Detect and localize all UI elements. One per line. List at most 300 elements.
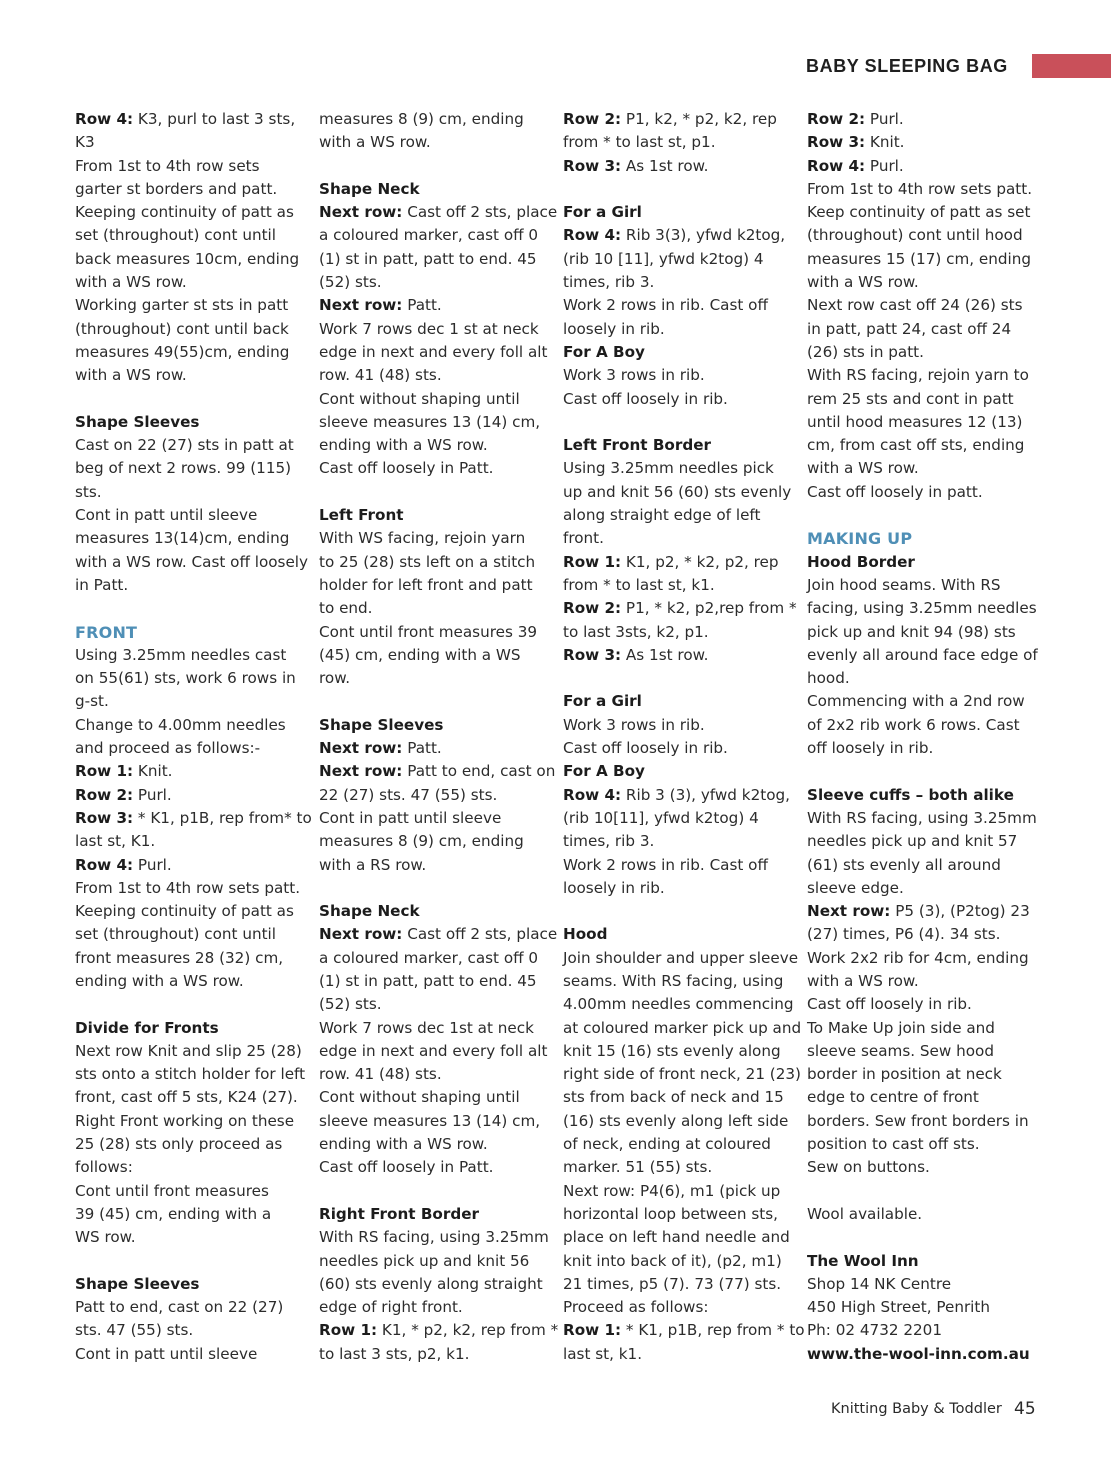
text-line [319, 551, 547, 574]
bold-label: Row 3: [563, 645, 622, 664]
text-line [75, 457, 303, 480]
line-text: with a RS row. [319, 855, 427, 874]
text-line [807, 621, 1035, 644]
text-line [75, 504, 303, 527]
line-text: K1, * p2, k2, rep from * [377, 1321, 559, 1340]
line-text: Ph: 02 4732 2201 [807, 1321, 943, 1340]
text-line [75, 294, 303, 317]
line-text: Next row Knit and slip 25 (28) [75, 1041, 302, 1060]
text-line [807, 667, 1035, 690]
text-line [75, 877, 303, 900]
bold-label: Hood Border [807, 552, 915, 571]
line-text: sleeve measures 13 (14) cm, [319, 412, 541, 431]
text-line [807, 574, 1035, 597]
text-line [807, 1296, 1035, 1319]
text-line [75, 1110, 303, 1133]
text-line [75, 1063, 306, 1086]
line-text: row. 41 (48) sts. [319, 366, 442, 385]
line-text: edge to centre of front [807, 1088, 979, 1107]
line-text: Cont until front measures [75, 1181, 269, 1200]
text-line [563, 1343, 791, 1366]
text-line [807, 294, 1035, 317]
line-text: Work 2 rows in rib. Cast off [563, 855, 768, 874]
line-text: Cast off loosely in Patt. [319, 459, 494, 478]
line-text: Cont without shaping until [319, 1088, 520, 1107]
text-line [319, 201, 558, 224]
line-text: edge in next and every foll alt [319, 342, 548, 361]
text-line [807, 923, 1035, 946]
text-line [807, 714, 1035, 737]
bold-label: Sleeve cuffs – both alike [807, 785, 1014, 804]
line-text: seams. With RS facing, using [563, 971, 784, 990]
line-text: rem 25 sts and cont in patt [807, 389, 1014, 408]
line-text: with a WS row. [75, 366, 187, 385]
text-line [319, 388, 547, 411]
text-line [319, 1156, 547, 1179]
text-line [807, 807, 1035, 830]
line-text: Keep continuity of patt as set [807, 203, 1031, 222]
text-line [563, 1180, 791, 1203]
text-column-3 [563, 108, 805, 1366]
text-line [75, 947, 303, 970]
line-text: facing, using 3.25mm needles [807, 599, 1037, 618]
line-text: edge of right front. [319, 1298, 463, 1317]
line-text: 25 (28) sts only proceed as [75, 1135, 283, 1154]
line-text: (1) st in patt, patt to end. 45 [319, 971, 537, 990]
line-text: garter st borders and patt. [75, 179, 278, 198]
text-line [75, 434, 303, 457]
text-line [319, 1203, 547, 1226]
text-line [75, 481, 303, 504]
line-text: (throughout) cont until back [75, 319, 289, 338]
text-line [75, 1180, 303, 1203]
line-text: Cast off loosely in rib. [563, 739, 728, 758]
line-text: To Make Up join side and [807, 1018, 995, 1037]
text-column-2 [319, 108, 559, 1366]
text-line [75, 970, 303, 993]
text-line [319, 1063, 547, 1086]
bold-label: Shape Sleeves [319, 715, 444, 734]
spacer [807, 760, 1035, 783]
line-text: front, cast off 5 sts, K24 (27). [75, 1088, 298, 1107]
line-text: along straight edge of left [563, 506, 761, 525]
text-line [75, 201, 303, 224]
line-text: back measures 10cm, ending [75, 249, 300, 268]
line-text: to last 3sts, k2, p1. [563, 622, 709, 641]
line-text: Wool available. [807, 1204, 923, 1223]
line-text: to last 3 sts, p2, k1. [319, 1344, 470, 1363]
text-line [563, 294, 791, 317]
text-line [75, 900, 303, 923]
line-text: evenly all around face edge of [807, 645, 1038, 664]
bold-label: Next row: [319, 203, 403, 222]
text-line [75, 1319, 303, 1342]
line-text: to 25 (28) sts left on a stitch [319, 552, 536, 571]
line-text: As 1st row. [621, 645, 709, 664]
line-text: From 1st to 4th row sets patt. [75, 878, 301, 897]
bold-label: Row 3: [807, 133, 866, 152]
line-text: marker. 51 (55) sts. [563, 1158, 713, 1177]
text-line [807, 1110, 1035, 1133]
line-text: measures 49(55)cm, ending [75, 342, 290, 361]
text-line [319, 784, 547, 807]
text-line [563, 1250, 791, 1273]
text-line [319, 714, 547, 737]
line-text: (throughout) cont until hood [807, 226, 1023, 245]
text-line [75, 1203, 303, 1226]
text-line [563, 527, 791, 550]
text-line [807, 318, 1035, 341]
bold-label: Right Front Border [319, 1204, 479, 1223]
bold-label: Shape Neck [319, 179, 420, 198]
bold-label: Row 4: [563, 785, 622, 804]
line-text: Cont in patt until sleeve [75, 1344, 258, 1363]
line-text: Patt to end, cast on 22 (27) [75, 1298, 284, 1317]
line-text: From 1st to 4th row sets patt. [807, 179, 1033, 198]
text-line [807, 341, 1035, 364]
spacer [319, 1180, 547, 1203]
line-text: (27) times, P6 (4). 34 sts. [807, 925, 1001, 944]
text-line [807, 155, 1035, 178]
text-line [807, 224, 1035, 247]
line-text: with a WS row. [807, 459, 919, 478]
bold-label: Shape Sleeves [75, 412, 200, 431]
text-line [563, 970, 791, 993]
line-text: (52) sts. [319, 995, 382, 1014]
line-text: loosely in rib. [563, 319, 665, 338]
text-line [75, 923, 303, 946]
text-line [807, 1273, 1035, 1296]
bold-label: Row 2: [563, 110, 622, 128]
line-text: a coloured marker, cast off 0 [319, 226, 539, 245]
text-line [319, 504, 547, 527]
text-line [319, 364, 547, 387]
line-text: Work 3 rows in rib. [563, 715, 705, 734]
bold-label: Row 4: [75, 855, 134, 874]
text-line [563, 1156, 791, 1179]
line-text: P5 (3), (P2tog) 23 [890, 902, 1030, 921]
line-text: needles pick up and knit 56 [319, 1251, 530, 1270]
line-text: sts. 47 (55) sts. [75, 1321, 194, 1340]
text-line [563, 201, 791, 224]
line-text: of neck, ending at coloured [563, 1135, 771, 1154]
bold-label: Left Front Border [563, 436, 711, 455]
line-text: beg of next 2 rows. 99 (115) [75, 459, 292, 478]
text-line [563, 1203, 791, 1226]
line-text: (rib 10[11], yfwd k2tog) 4 [563, 808, 759, 827]
footer-publication: Knitting Baby & Toddler [831, 1401, 1002, 1417]
line-text: hood. [807, 669, 850, 688]
line-text: 450 High Street, Penrith [807, 1298, 990, 1317]
line-text: row. 41 (48) sts. [319, 1065, 442, 1084]
line-text: sleeve seams. Sew hood [807, 1041, 994, 1060]
line-text: With RS facing, using 3.25mm [807, 808, 1037, 827]
text-line [75, 364, 303, 387]
line-text: * K1, p1B, rep from* to [133, 808, 312, 827]
line-text: Cast off loosely in patt. [807, 482, 983, 501]
line-text: (60) sts evenly along straight [319, 1274, 543, 1293]
text-line [75, 341, 303, 364]
text-line [75, 1040, 303, 1063]
bold-label: Row 2: [807, 110, 866, 128]
line-text: measures 8 (9) cm, ending [319, 110, 524, 128]
text-line [75, 807, 312, 830]
text-line [319, 900, 547, 923]
spacer [563, 178, 791, 201]
line-text: ending with a WS row. [319, 436, 488, 455]
text-line [75, 248, 303, 271]
text-line [563, 597, 797, 620]
line-text: Work 7 rows dec 1st at neck [319, 1018, 534, 1037]
text-line [563, 318, 791, 341]
line-text: Cast on 22 (27) sts in patt at [75, 436, 294, 455]
line-text: on 55(61) sts, work 6 rows in [75, 669, 296, 688]
line-text: with a WS row. [75, 273, 187, 292]
text-line [75, 551, 309, 574]
text-line [563, 737, 791, 760]
text-line [75, 318, 303, 341]
spacer [75, 1250, 303, 1273]
text-line [807, 877, 1035, 900]
bold-label: Row 1: [563, 552, 622, 571]
line-text: last st, K1. [75, 832, 156, 851]
spacer [75, 597, 303, 620]
text-line [75, 1086, 303, 1109]
line-text: 22 (27) sts. 47 (55) sts. [319, 785, 498, 804]
text-line [563, 457, 791, 480]
line-text: knit into back of it), (p2, m1) [563, 1251, 782, 1270]
text-line [319, 108, 547, 131]
text-line [319, 621, 547, 644]
text-line [563, 1063, 801, 1086]
section-heading: MAKING UP [807, 529, 913, 549]
line-text: sleeve measures 13 (14) cm, [319, 1111, 541, 1130]
line-text: Proceed as follows: [563, 1298, 709, 1317]
bold-label: Next row: [319, 925, 403, 944]
line-text: Cast off loosely in rib. [563, 389, 728, 408]
bold-label: Next row: [807, 902, 891, 921]
text-line [75, 830, 303, 853]
text-line [807, 248, 1035, 271]
text-line [319, 737, 547, 760]
line-text: Work 7 rows dec 1 st at neck [319, 319, 539, 338]
line-text: (rib 10 [11], yfwd k2tog) 4 [563, 249, 764, 268]
spacer [319, 155, 547, 178]
bold-label: For A Boy [563, 342, 645, 361]
bold-label: For A Boy [563, 762, 645, 781]
text-line [563, 131, 791, 154]
text-column-4 [807, 108, 1038, 1366]
text-line [319, 1086, 547, 1109]
line-text: and proceed as follows:- [75, 739, 261, 758]
text-line [807, 1203, 1035, 1226]
line-text: sts onto a stitch holder for left [75, 1065, 306, 1084]
text-line [319, 993, 547, 1016]
line-text: from * to last st, k1. [563, 575, 715, 594]
text-line [319, 527, 547, 550]
line-text: horizontal loop between sts, [563, 1204, 778, 1223]
line-text: Patt. [402, 296, 442, 315]
bold-label: Row 4: [807, 156, 866, 175]
line-text: times, rib 3. [563, 832, 655, 851]
line-text: sts from back of neck and 15 [563, 1088, 784, 1107]
text-line [75, 644, 303, 667]
line-text: Using 3.25mm needles cast [75, 645, 287, 664]
text-line [807, 201, 1035, 224]
text-line [563, 807, 791, 830]
line-text: Cont without shaping until [319, 389, 520, 408]
text-line [807, 388, 1035, 411]
line-text: Work 2 rows in rib. Cast off [563, 296, 768, 315]
line-text: Knit. [133, 762, 173, 781]
line-text: needles pick up and knit 57 [807, 832, 1018, 851]
line-text: g-st. [75, 692, 109, 711]
line-text: Purl. [133, 855, 172, 874]
text-line [319, 131, 547, 154]
text-line [563, 388, 791, 411]
line-text: front. [563, 529, 604, 548]
line-text: position to cast off sts. [807, 1135, 980, 1154]
line-text: Patt to end, cast on [402, 762, 556, 781]
text-line [807, 830, 1035, 853]
text-line [75, 667, 303, 690]
text-line [319, 1040, 547, 1063]
line-text: sts. [75, 482, 102, 501]
bold-label: Divide for Fronts [75, 1018, 219, 1037]
text-line [319, 341, 547, 364]
line-text: border in position at neck [807, 1065, 1002, 1084]
line-text: Cast off loosely in rib. [807, 995, 972, 1014]
text-line [563, 108, 791, 131]
text-line [319, 667, 547, 690]
line-text: loosely in rib. [563, 878, 665, 897]
text-line [75, 108, 303, 131]
text-line [563, 690, 791, 713]
text-line [319, 1319, 559, 1342]
text-line [807, 131, 1035, 154]
text-line [563, 993, 794, 1016]
text-line [807, 597, 1035, 620]
line-text: with a WS row. [807, 273, 919, 292]
text-line [807, 1319, 1035, 1342]
text-line [75, 760, 303, 783]
line-text: ending with a WS row. [75, 971, 244, 990]
spacer [75, 993, 303, 1016]
bold-label: Shape Sleeves [75, 1274, 200, 1293]
line-text: Cont in patt until sleeve [319, 808, 502, 827]
text-line [563, 341, 791, 364]
line-text: K1, p2, * k2, p2, rep [621, 552, 779, 571]
text-column-1 [75, 108, 312, 1366]
text-line [319, 854, 547, 877]
line-text: P1, * k2, p2,rep from * [621, 599, 797, 618]
text-line [319, 457, 547, 480]
text-line [563, 714, 791, 737]
line-text: holder for left front and patt [319, 575, 533, 594]
line-text: Purl. [865, 110, 904, 128]
text-line [807, 784, 1035, 807]
line-text: Right Front working on these [75, 1111, 295, 1130]
line-text: Shop 14 NK Centre [807, 1274, 952, 1293]
text-line [563, 248, 791, 271]
line-text: last st, k1. [563, 1344, 643, 1363]
line-text: Change to 4.00mm needles [75, 715, 286, 734]
line-text: Patt. [402, 739, 442, 758]
header-title: BABY SLEEPING BAG [806, 56, 1008, 76]
text-line [75, 178, 303, 201]
spacer [319, 690, 547, 713]
bold-label: For a Girl [563, 692, 642, 711]
text-line [75, 224, 303, 247]
text-line [319, 923, 558, 946]
line-text: Join shoulder and upper sleeve [563, 948, 799, 967]
line-text: (16) sts evenly along left side [563, 1111, 789, 1130]
line-text: borders. Sew front borders in [807, 1111, 1029, 1130]
line-text: With WS facing, rejoin yarn [319, 529, 526, 548]
bold-label: For a Girl [563, 203, 642, 222]
text-line [563, 830, 791, 853]
line-text: WS row. [75, 1228, 136, 1247]
spacer [563, 667, 791, 690]
line-text: (61) sts evenly all around [807, 855, 1001, 874]
line-text: measures 8 (9) cm, ending [319, 832, 524, 851]
line-text: With RS facing, using 3.25mm [319, 1228, 549, 1247]
line-text: Rib 3 (3), yfwd k2tog, [621, 785, 790, 804]
text-line [807, 108, 1035, 131]
text-line [319, 318, 547, 341]
line-text: With RS facing, rejoin yarn to [807, 366, 1029, 385]
text-line [75, 527, 303, 550]
text-line [319, 411, 547, 434]
text-line [807, 1063, 1035, 1086]
spacer [75, 388, 303, 411]
text-line [319, 1250, 547, 1273]
text-line [807, 551, 1035, 574]
text-line [563, 574, 791, 597]
spacer [563, 900, 791, 923]
spacer [563, 411, 791, 434]
bold-label: Row 4: [75, 110, 134, 128]
spacer [807, 1180, 1035, 1203]
line-text: Cont in patt until sleeve [75, 506, 258, 525]
spacer [807, 1226, 1035, 1249]
text-line [75, 1343, 303, 1366]
text-line [75, 1296, 303, 1319]
line-text: front measures 28 (32) cm, [75, 948, 284, 967]
bold-label: Row 1: [75, 762, 134, 781]
text-line [807, 737, 1035, 760]
line-text: Next row: P4(6), m1 (pick up [563, 1181, 781, 1200]
line-text: set (throughout) cont until [75, 925, 276, 944]
bold-label: Next row: [319, 762, 403, 781]
line-text: measures 13(14)cm, ending [75, 529, 290, 548]
bold-label: Left Front [319, 506, 404, 525]
bold-label: Row 3: [75, 808, 134, 827]
text-line [807, 178, 1035, 201]
line-text: Work 3 rows in rib. [563, 366, 705, 385]
text-line [563, 1017, 802, 1040]
line-text: pick up and knit 94 (98) sts [807, 622, 1016, 641]
line-text: Working garter st sts in patt [75, 296, 289, 315]
line-text: P1, k2, * p2, k2, rep [621, 110, 777, 128]
line-text: sleeve edge. [807, 878, 904, 897]
text-line [563, 1086, 791, 1109]
line-text: right side of front neck, 21 (23) [563, 1065, 801, 1084]
text-line [319, 1273, 547, 1296]
text-line [75, 1273, 303, 1296]
text-line [563, 1319, 805, 1342]
line-text: measures 15 (17) cm, ending [807, 249, 1032, 268]
